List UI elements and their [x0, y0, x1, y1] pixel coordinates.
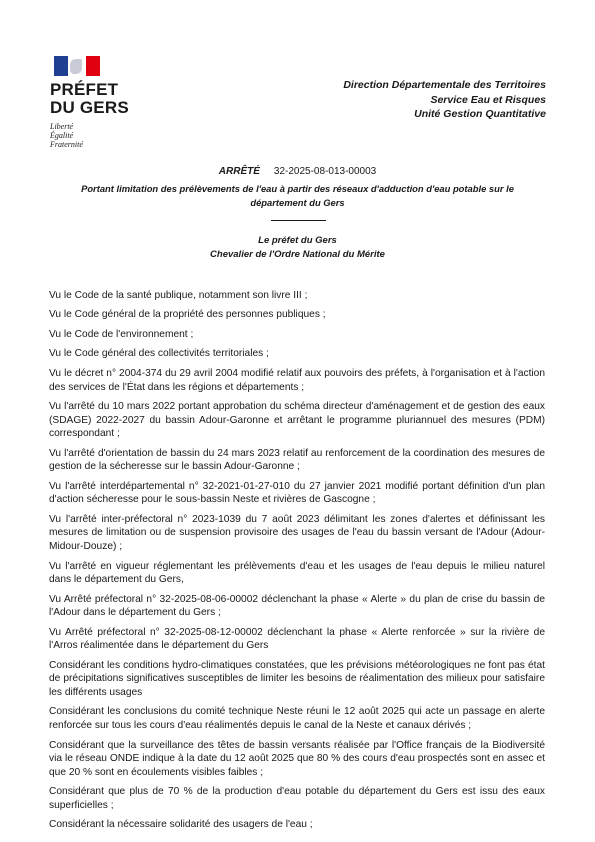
recital-paragraph: Vu le Code de la santé publique, notamment son livre III ; [49, 290, 308, 301]
decree-recitals [49, 289, 545, 838]
decree-number: 32-2025-08-013-00003 [273, 166, 377, 177]
decree-label: ARRÊTÉ [218, 166, 260, 177]
decree-subject-line-2: département du Gers [250, 196, 345, 208]
signatory-title [0, 234, 595, 261]
prefecture-line-2: DU GERS [50, 98, 129, 117]
decree-subject [60, 182, 535, 209]
recital-paragraph: Vu le Code de l'environnement ; [49, 328, 194, 340]
republic-motto [50, 122, 160, 149]
motto-egalite: Égalité [50, 131, 74, 140]
direction-name: Direction Départementale des Territoires [343, 79, 546, 91]
recital-paragraph: Vu le décret n° 2004-374 du 29 avril 2004 modifié relatif aux pouvoirs des préfets, à l'organisation et à l'action des services de l'État dans les régions et départements ; [49, 367, 545, 393]
signatory-line-1: Le préfet du Gers [258, 235, 337, 246]
decree-heading [0, 166, 595, 177]
prefecture-name [50, 81, 160, 117]
considering-paragraph: Considérant que plus de 70 % de la production d'eau potable du département du Gers est issu des eaux superficielles ; [49, 786, 545, 811]
marianne-flag-icon [54, 56, 100, 76]
decree-subject-line-1: Portant limitation des prélèvements de l'eau à partir des réseaux d'adduction d'eau potable sur le [81, 183, 514, 194]
recital-paragraph: Vu l'arrêté d'orientation de bassin du 24 mars 2023 relatif au renforcement de la coordination des mesures de gestion de la sécheresse sur le bassin Adour-Garonne ; [49, 447, 545, 473]
motto-liberte: Liberté [50, 122, 74, 131]
service-name: Service Eau et Risques [430, 93, 546, 106]
considering-paragraph: Considérant que la surveillance des têtes de bassin versants réalisée par l'Office français de la Biodiversité via le réseau ONDE indique à la date du 12 août 2025 que 80 % des cours d'eau prospectés sont en assec et que 20 % sont en écoulements visibles faibles ; [49, 739, 545, 778]
motto-fraternite: Fraternité [50, 140, 83, 149]
recital-paragraph: Vu Arrêté préfectoral n° 32-2025-08-12-00002 déclenchant la phase « Alerte renforcée » sur la rivière de l'Arros réalimentée dans le département du Gers [49, 626, 545, 652]
signatory-line-2: Chevalier de l'Ordre National du Mérite [210, 248, 385, 260]
issuing-service [343, 78, 546, 122]
recital-paragraph: Vu Arrêté préfectoral n° 32-2025-08-06-00002 déclenchant la phase « Alerte » du plan de crise du bassin de l'Adour dans le département du Gers ; [49, 593, 545, 619]
considering-paragraph: Considérant les conclusions du comité technique Neste réuni le 12 août 2025 qui acte un passage en alerte renforcée sur tous les cours d'eau réalimentés depuis le canal de la Neste et canaux dérivés ; [49, 706, 545, 732]
recital-paragraph: Vu l'arrêté interdépartemental n° 32-2021-01-27-010 du 27 janvier 2021 modifié portant définition d'un plan d'action sécheresse pour le sous-bassin Neste et rivières de Gascogne ; [49, 480, 545, 506]
considering-paragraph: Considérant les conditions hydro-climatiques constatées, que les prévisions météorologiques ne font pas état de précipitations significatives susceptibles de limiter les besoins de réalimentation des milieux pour satisfaire les différents usages [49, 659, 545, 698]
considering-paragraph: Considérant la nécessaire solidarité des usagers de l'eau ; [49, 819, 313, 831]
recital-paragraph: Vu l'arrêté inter-préfectoral n° 2023-1039 du 7 août 2023 délimitant les zones d'alertes et définissant les mesures de limitation ou de suspension provisoire des usages de l'eau du bassin versant de l'Adour (Adour-Midour-Douze) ; [49, 513, 545, 553]
separator-line [271, 220, 326, 221]
recital-paragraph: Vu le Code général de la propriété des personnes publiques ; [49, 309, 326, 321]
prefecture-line-1: PRÉFET [50, 80, 119, 99]
prefecture-logo [50, 56, 160, 149]
recital-paragraph: Vu l'arrêté du 10 mars 2022 portant approbation du schéma directeur d'aménagement et de gestion des eaux (SDAGE) 2022-2027 du bassin Adour-Garonne et arrêtant le programme pluriannuel des mesures (PDM) correspondant ; [49, 401, 545, 440]
unit-name: Unité Gestion Quantitative [414, 108, 546, 121]
recital-paragraph: Vu le Code général des collectivités territoriales ; [49, 348, 269, 360]
recital-paragraph: Vu l'arrêté en vigueur réglementant les prélèvements d'eau et les usages de l'eau depuis le milieu naturel dans le département du Gers, [49, 560, 545, 586]
